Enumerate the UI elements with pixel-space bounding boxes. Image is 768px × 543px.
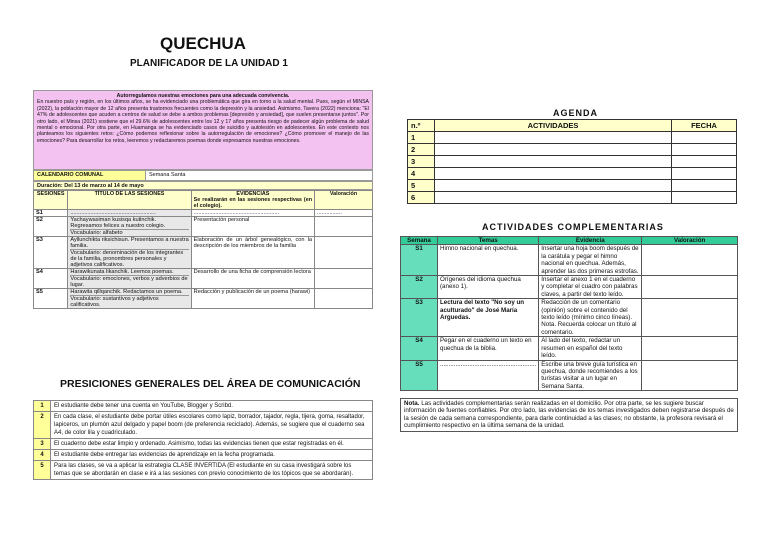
session-evidence: Elaboración de un árbol genealógico, con la descripción de los miembros de la familia	[191, 237, 314, 269]
session-title-line: Yachaywasiman kusisqa kutinchik. Regresamos felices a nuestro colegio.	[70, 217, 188, 230]
agenda-date-cell[interactable]	[672, 132, 737, 144]
sessions-table	[33, 190, 373, 309]
session-id: S3	[34, 237, 68, 269]
agenda-number: 1	[408, 132, 435, 144]
session-valuation	[315, 269, 373, 289]
activity-evidence: Al lado del texto, redactar un resumen en español del texto leído.	[539, 337, 642, 360]
session-evidence: Redacción y publicación de un poema (harawi)	[191, 289, 314, 309]
activity-valuation	[642, 299, 738, 337]
session-valuation	[315, 217, 373, 237]
activity-evidence: Redacción de un comentario (opinión) sobre el contenido del texto leído (mínimo cinco líneas). Nota. Recuerda colocar un título al comentario.	[539, 299, 642, 337]
table-row	[408, 156, 737, 168]
purpose-box	[33, 90, 373, 170]
precision-text: El estudiante debe tener una cuenta en YouTube, Blogger y Scribd.	[51, 401, 373, 412]
activities-title: ACTIVIDADES COMPLEMENTARIAS	[482, 222, 664, 232]
duration-row: Duración: Del 13 de marzo al 14 de mayo	[33, 181, 373, 190]
purpose-text: En nuestro país y región, en los últimos años, se ha evidenciado una problemática que gira en torno a la salud mental. Pues, según el MINSA (2022), la población mayor de 12 años presenta trastornos frecuentes como la depresión y la ansiedad. Asimismo, Tavera (2022) menciona: "El 47% de adolescentes que acuden a centros de salud se debe a ambos problemas [depresión y ansiedad], que suelen presentarse juntos". Por otro lado, el Minsa (2021) sostiene que el 29.6% de adolescentes entre los 12 y 17 años presenta riesgo de padecer algún problema de salud mental o emocional. Por otra parte, en Huamanga se ha evidenciado casos de suicidio y autolesión en adolescentes. En este contexto nos planteamos los siguientes retos: ¿Cómo podemos reflexionar sobre la autorregulación de emociones? ¿Cómo promover el manejo de las emociones? Para desarrollar los retos, leeremos y redactaremos poemas donde expresamos nuestras emociones.	[37, 99, 369, 144]
session-title-cell	[68, 210, 191, 217]
session-title-line: Ayllunchikta riksichisun. Presentamos a nuestra familia.	[70, 237, 189, 249]
agenda-date-cell[interactable]	[672, 144, 737, 156]
session-title-cell	[68, 217, 191, 237]
activity-evidence: Insertar el anexo 1 en el cuaderno y completar el cuadro con palabras claves, a partir del texto leído.	[539, 276, 642, 299]
evidence-header-label: EVIDENCIAS	[236, 191, 270, 197]
session-id: S2	[34, 217, 68, 237]
agenda-activity-cell[interactable]	[435, 168, 672, 180]
activity-valuation	[642, 276, 738, 299]
note-label: Nota.	[404, 400, 420, 407]
activity-week: S3	[401, 299, 438, 337]
session-evidence: Presentación personal	[191, 217, 314, 237]
activity-valuation	[642, 360, 738, 391]
table-row	[34, 237, 373, 269]
session-id: S1	[34, 210, 68, 217]
agenda-activity-cell[interactable]	[435, 156, 672, 168]
activity-valuation	[642, 337, 738, 360]
agenda-activity-cell[interactable]	[435, 180, 672, 192]
session-title-line: .......................................................	[70, 210, 156, 216]
precision-number: 2	[34, 412, 51, 439]
calendar-value: Semana Santa	[149, 172, 186, 178]
agenda-header-number: n.º	[408, 120, 435, 132]
activities-header-evidence: Evidencia	[539, 237, 642, 245]
session-valuation	[315, 289, 373, 309]
agenda-activity-cell[interactable]	[435, 132, 672, 144]
session-valuation: ................	[315, 210, 373, 217]
table-row	[401, 245, 738, 276]
precisions-table	[33, 400, 373, 480]
table-row	[34, 210, 373, 217]
table-row	[401, 299, 738, 337]
precision-text: El cuaderno debe estar limpio y ordenado. Asimismo, todas las evidencias tienen que estar registradas en él.	[51, 439, 373, 450]
page-subtitle: PLANIFICADOR DE LA UNIDAD 1	[130, 58, 288, 69]
session-title-line: Harawikunata likanchik. Leemos poemas.	[70, 269, 188, 276]
table-row	[401, 337, 738, 360]
session-valuation	[315, 237, 373, 269]
agenda-number: 5	[408, 180, 435, 192]
sessions-header-id: SESIONES	[34, 191, 68, 210]
activity-topic: ........................................................	[438, 360, 539, 391]
precision-number: 1	[34, 401, 51, 412]
table-row	[401, 360, 738, 391]
activity-topic: Himno nacional en quechua.	[438, 245, 539, 276]
sessions-header-row	[34, 191, 373, 210]
table-row	[34, 289, 373, 309]
session-title-cell	[68, 289, 191, 309]
precisions-title: PRESICIONES GENERALES DEL ÁREA DE COMUNICACIÓN	[60, 378, 361, 390]
precision-text: Para las clases, se va a aplicar la estrategia CLASE INVERTIDA (El estudiante en su casa investigará sobre los temas que se abordarán en clase e irá a las sesiones con previo conocimiento de los tópicos que se abordarán).	[51, 461, 373, 480]
session-vocab-line: Vocabulario: sustantivos y adjetivos calificativos.	[70, 296, 159, 308]
precision-number: 3	[34, 439, 51, 450]
agenda-title: AGENDA	[553, 108, 599, 118]
activity-week: S2	[401, 276, 438, 299]
agenda-activity-cell[interactable]	[435, 192, 672, 204]
activity-topic: Pegar en el cuaderno un texto en quechua de la biblia.	[438, 337, 539, 360]
purpose-heading: Autorregulamos nuestras emociones para una adecuada convivencia.	[116, 93, 290, 99]
session-evidence: Desarrollo de una ficha de comprensión lectora	[191, 269, 314, 289]
activity-evidence: Escribe una breve guía turística en quechua, donde recomiendes a los turistas visitar a un lugar en Semana Santa.	[539, 360, 642, 391]
activity-week: S4	[401, 337, 438, 360]
session-id: S4	[34, 269, 68, 289]
calendar-label: CALENDARIO COMUNAL	[34, 171, 146, 180]
agenda-header-date: FECHA	[672, 120, 737, 132]
agenda-number: 4	[408, 168, 435, 180]
activities-header-row	[401, 237, 738, 245]
session-evidence: .......................................................	[191, 210, 314, 217]
session-id: S5	[34, 289, 68, 309]
table-row	[401, 276, 738, 299]
agenda-date-cell[interactable]	[672, 156, 737, 168]
session-title-line: Harawita qillqanchik. Redactamos un poema.	[70, 289, 188, 296]
table-row	[408, 168, 737, 180]
evidence-header-note: Se realizarán en las sesiones respectivas (en el colegio).	[193, 197, 313, 209]
agenda-number: 2	[408, 144, 435, 156]
agenda-date-cell[interactable]	[672, 180, 737, 192]
sessions-header-title: TÍTULO DE LAS SESIONES	[68, 191, 191, 210]
list-item	[34, 401, 373, 412]
page-title: QUECHUA	[160, 34, 246, 53]
activity-topic: Lectura del texto "No soy un aculturado" de José María Arguedas.	[438, 299, 539, 337]
calendar-row	[33, 170, 373, 181]
precision-number: 4	[34, 450, 51, 461]
session-vocab-line: Vocabulario: emociones, verbos y adverbios de lugar.	[70, 276, 188, 288]
agenda-header-activities: ACTIVIDADES	[435, 120, 672, 132]
table-row	[408, 132, 737, 144]
agenda-header-row	[408, 120, 737, 132]
activity-valuation	[642, 245, 738, 276]
table-row	[408, 180, 737, 192]
agenda-date-cell[interactable]	[672, 192, 737, 204]
table-row	[34, 269, 373, 289]
agenda-activity-cell[interactable]	[435, 144, 672, 156]
activity-topic: Orígenes del idioma quechua (anexo 1).	[438, 276, 539, 299]
note-text: Las actividades complementarias serán realizadas en el domicilio. Por otra parte, se les sugiere buscar información de fuentes confiables. Por otro lado, las evidencias de los temas investigados deben registrarse después de la sesión de cada semana correspondiente, para darle continuidad a las clases; no obstante, la profesora revisará el cumplimiento respectivo en la última semana de la unidad.	[404, 400, 734, 430]
agenda-number: 6	[408, 192, 435, 204]
precision-text: En cada clase, el estudiante debe portar útiles escolares como lapiz, borrador, tajador, regla, tijera, goma, resaltador, lapiceros, un plumón azul delgado y papel boom (de preferencia reciclado). Además, se sugiere que el cuaderno sea A4, de color lila y cuadriculado.	[51, 412, 373, 439]
agenda-number: 3	[408, 156, 435, 168]
activities-table	[400, 236, 738, 391]
activity-evidence: Insertar una hoja boom después de la carátula y pegar el himno nacional en quechua. Además, aprender las dos primeras estrofas.	[539, 245, 642, 276]
list-item	[34, 450, 373, 461]
table-row	[34, 217, 373, 237]
session-vocab-line: Vocabulario: alfabeto	[70, 230, 123, 236]
session-title-cell	[68, 237, 191, 269]
list-item	[34, 439, 373, 450]
table-row	[408, 192, 737, 204]
list-item	[34, 412, 373, 439]
agenda-table	[407, 119, 737, 204]
session-vocab-line: Vocabulario: denominación de los integrantes de la familia, pronombres personales y adjetivos calificativos.	[70, 250, 184, 268]
activities-header-week: Semana	[401, 237, 438, 245]
activity-week: S5	[401, 360, 438, 391]
session-title-cell	[68, 269, 191, 289]
activity-week: S1	[401, 245, 438, 276]
table-row	[408, 144, 737, 156]
activities-note	[400, 398, 738, 432]
agenda-date-cell[interactable]	[672, 168, 737, 180]
activities-header-topics: Temas	[438, 237, 539, 245]
precision-text: El estudiante debe entregar las evidencias de aprendizaje en la fecha programada.	[51, 450, 373, 461]
activities-header-valuation: Valoración	[642, 237, 738, 245]
precision-number: 5	[34, 461, 51, 480]
sessions-header-evidence	[191, 191, 314, 210]
sessions-header-valuation: Valoración	[315, 191, 373, 210]
list-item	[34, 461, 373, 480]
